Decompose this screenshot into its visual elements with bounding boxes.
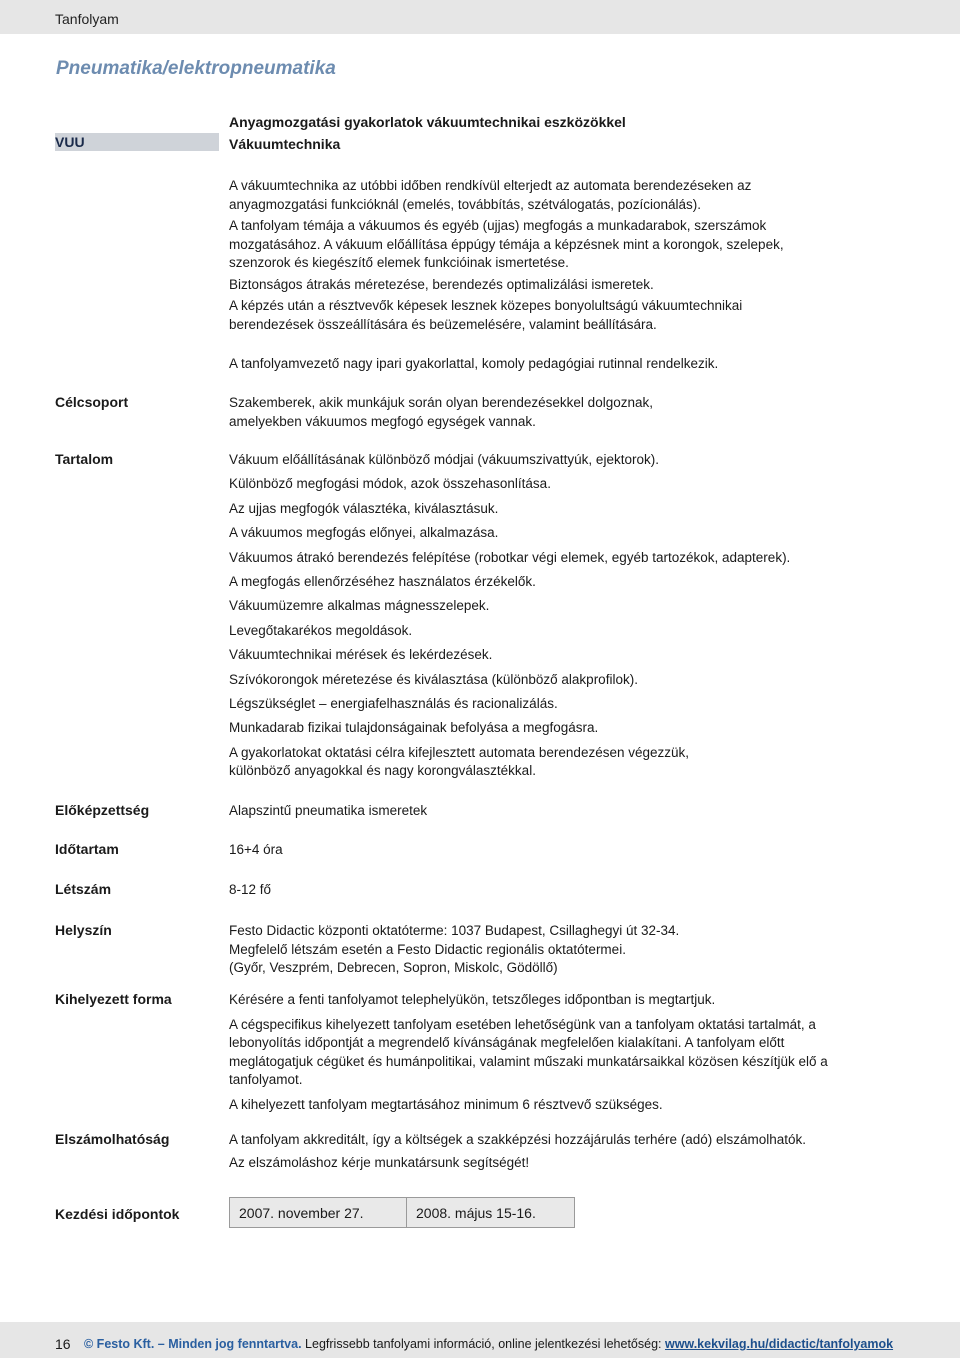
- duration-label: Időtartam: [55, 841, 119, 857]
- content-item: Vákuumos átrakó berendezés felépítése (robotkar végi elemek, egyéb tartozékok, adapterek).: [229, 549, 791, 565]
- start-dates-label: Kezdési időpontok: [55, 1206, 180, 1222]
- content-item: Szívókorongok méretezése és kiválasztása (különböző alakprofilok).: [229, 671, 638, 687]
- headcount-label: Létszám: [55, 881, 112, 897]
- start-date-cell: 2007. november 27.: [229, 1197, 407, 1228]
- course-title-main: Anyagmozgatási gyakorlatok vákuumtechnikai eszközökkel: [229, 114, 626, 130]
- duration-value: 16+4 óra: [229, 842, 283, 857]
- content-item: Különböző megfogási módok, azok összehasonlítása.: [229, 476, 551, 492]
- content-item: Vákuumüzemre alkalmas mágnesszelepek.: [229, 598, 490, 614]
- content-item: Munkadarab fizikai tulajdonságainak befolyása a megfogásra.: [229, 720, 599, 736]
- onsite-paragraph: Kérésére a fenti tanfolyamot telephelyükön, tetszőleges időpontban is megtartjuk.: [229, 992, 716, 1007]
- course-title: [229, 111, 626, 155]
- content-item: Levegőtakarékos megoldások.: [229, 622, 413, 638]
- billing-line: A tanfolyam akkreditált, így a költségek a szakképzési hozzájárulás terhére (adó) elszámolhatók.: [229, 1132, 807, 1147]
- onsite-text: [229, 991, 869, 1117]
- headcount-value: 8-12 fő: [229, 882, 272, 897]
- footer-link[interactable]: www.kekvilag.hu/didactic/tanfolyamok: [664, 1337, 894, 1351]
- onsite-paragraph: A kihelyezett tanfolyam megtartásához minimum 6 résztvevő szükséges.: [229, 1096, 663, 1112]
- footer-text: Legfrissebb tanfolyami információ, online jelentkezési lehetőség:: [305, 1337, 662, 1351]
- location-label: Helyszín: [55, 922, 112, 938]
- course-title-sub: Vákuumtechnika: [229, 136, 341, 152]
- content-item: Az ujjas megfogók választéka, kiválasztásuk.: [229, 500, 499, 516]
- description-paragraph: A tanfolyam témája a vákuumos és egyéb (ujjas) megfogás a munkadarabok, szerszámok mozgatásához. A vákuum előállítása éppúgy témája a képzésnek mint a korongok, szelepek, szenzorok és kiegészítő elemek funkcióinak ismertetése.: [229, 218, 784, 270]
- course-code-bar: [55, 133, 219, 151]
- billing-line: Az elszámoláshoz kérje munkatársunk segítségét!: [229, 1154, 530, 1170]
- content-item: A vákuumos megfogás előnyei, alkalmazása.: [229, 525, 499, 541]
- onsite-label: Kihelyezett forma: [55, 991, 172, 1007]
- header-bar: [0, 0, 960, 34]
- billing-label: Elszámolhatóság: [55, 1131, 170, 1147]
- page-number: 16: [55, 1336, 71, 1352]
- prerequisites-value: Alapszintű pneumatika ismeretek: [229, 803, 428, 818]
- location-text: [229, 922, 879, 978]
- section-title: Pneumatika/elektropneumatika: [56, 58, 336, 79]
- content-item: Vákuumtechnikai mérések és lekérdezések.: [229, 647, 493, 663]
- course-code: VUU: [55, 134, 85, 150]
- content-list: [229, 451, 869, 781]
- onsite-paragraph: A cégspecifikus kihelyezett tanfolyam esetében lehetőségünk van a tanfolyam oktatási tartalmát, a lebonyolítás időpontját a megrendelő kívánságának megfelelően kialakítani. A tanfolyam előtt meglátogatjuk cégüket és humánpolitikai, valamint műszaki munkatársaikkal közösen készítjük elő a tanfolyamot.: [229, 1016, 828, 1087]
- header-title: Tanfolyam: [55, 11, 119, 27]
- prerequisites-label: Előképzettség: [55, 802, 150, 818]
- billing-text: [229, 1131, 909, 1172]
- start-dates-table: [229, 1197, 575, 1228]
- footer-bar: [0, 1322, 960, 1358]
- description-paragraph: Biztonságos átrakás méretezése, berendezés optimalizálási ismeretek.: [229, 276, 654, 292]
- location-line: Megfelelő létszám esetén a Festo Didactic regionális oktatótermei.: [229, 941, 626, 957]
- content-label: Tartalom: [55, 451, 114, 467]
- content-item: Légszükséglet – energiafelhasználás és racionalizálás.: [229, 695, 558, 711]
- start-date-cell: 2008. május 15-16.: [407, 1197, 575, 1228]
- target-group-label: Célcsoport: [55, 394, 129, 410]
- course-description: [229, 177, 829, 337]
- content-item: A gyakorlatokat oktatási célra kifejlesztett automata berendezésen végezzük, különböző anyagokkal és nagy korongválasztékkal.: [229, 744, 690, 779]
- footer-copyright: © Festo Kft. – Minden jog fenntartva.: [84, 1337, 302, 1351]
- content-item: Vákuum előállításának különböző módjai (vákuumszivattyúk, ejektorok).: [229, 452, 659, 467]
- content-item: A megfogás ellenőrzéséhez használatos érzékelők.: [229, 573, 536, 589]
- description-paragraph: A vákuumtechnika az utóbbi időben rendkívül elterjedt az automata berendezéseken az anyagmozgatási funkcióknál (emelés, továbbítás, szétválogatás, pozícionálás).: [229, 178, 752, 212]
- location-line: (Győr, Veszprém, Debrecen, Sopron, Miskolc, Gödöllő): [229, 960, 558, 975]
- description-paragraph: A képzés után a résztvevők képesek lesznek közepes bonyolultságú vákuumtechnikai berendezések összeállítására és beüzemelésére, valamint beállítására.: [229, 298, 743, 332]
- target-group-text: Szakemberek, akik munkájuk során olyan berendezésekkel dolgoznak, amelyekben vákuumos megfogó egységek vannak.: [229, 395, 653, 429]
- footer-line: [84, 1337, 893, 1351]
- trainer-note: A tanfolyamvezető nagy ipari gyakorlattal, komoly pedagógiai rutinnal rendelkezik.: [229, 356, 719, 371]
- location-line: Festo Didactic központi oktatóterme: 1037 Budapest, Csillaghegyi út 32-34.: [229, 923, 680, 938]
